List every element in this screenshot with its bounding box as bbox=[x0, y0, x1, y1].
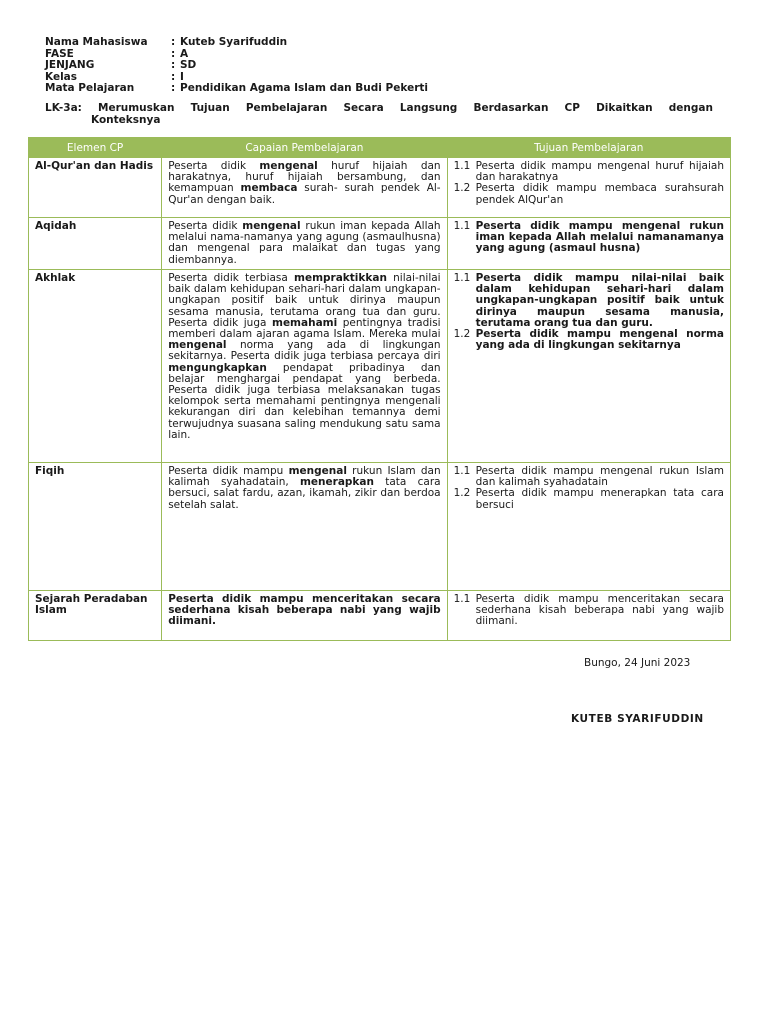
objective-item bbox=[454, 466, 724, 488]
capaian-cell: Peserta didik mengenal rukun iman kepada Allah melalui nama-namanya yang agung (asmaulhusna) dan mengenal para malaikat dan tugas yang diembannya. bbox=[162, 218, 447, 270]
task-title bbox=[45, 102, 713, 126]
objective-item bbox=[454, 221, 724, 255]
table-row bbox=[29, 463, 731, 591]
info-row bbox=[45, 83, 428, 95]
table-header-row bbox=[29, 138, 731, 158]
objective-text: Peserta didik mampu mengenal rukun iman kepada Allah melalui namanamanya yang agung (asmaul husna) bbox=[475, 220, 724, 255]
place-date: Bungo, 24 Juni 2023 bbox=[584, 657, 691, 669]
info-label: JENJANG bbox=[45, 59, 95, 72]
objective-item bbox=[454, 273, 724, 329]
elemen-cp-cell: Aqidah bbox=[29, 218, 162, 270]
task-title-word: Tujuan bbox=[190, 102, 230, 114]
table-row bbox=[29, 591, 731, 641]
tujuan-cell bbox=[447, 158, 730, 218]
learning-objectives-table bbox=[28, 137, 731, 641]
info-value: Kuteb Syarifuddin bbox=[180, 36, 288, 48]
info-separator: : bbox=[171, 59, 176, 72]
capaian-cell: Peserta didik mampu mengenal rukun Islam dan kalimah syahadatain, menerapkan tata cara bersuci, salat fardu, azan, ikamah, zikir dan berdoa setelah salat. bbox=[162, 463, 447, 591]
task-title-word: dengan bbox=[668, 102, 713, 114]
objective-number: 1.2 bbox=[453, 487, 471, 500]
signature-name: KUTEB SYARIFUDDIN bbox=[571, 713, 704, 725]
objective-number: 1.1 bbox=[453, 593, 471, 605]
table-row bbox=[29, 218, 731, 270]
info-value: I bbox=[180, 70, 184, 83]
objective-number: 1.1 bbox=[453, 220, 471, 232]
task-title-word: CP bbox=[564, 102, 580, 114]
objective-text: Peserta didik mampu menceritakan secara sederhana kisah beberapa nabi yang wajib diimani. bbox=[475, 593, 724, 628]
task-title-word: Pembelajaran bbox=[245, 102, 328, 114]
objective-number: 1.2 bbox=[453, 182, 471, 195]
capaian-cell: Peserta didik terbiasa mempraktikkan nilai-nilai baik dalam kehidupan sehari-hari dalam ungkapan-ungkapan positif baik untuk dirinya maupun sesama manusia, terutama orang tua dan guru. Peserta didik juga memahami pentingnya tradisi memberi dalam ajaran agama Islam. Mereka mulai mengenal norma yang ada di lingkungan sekitarnya. Peserta didik juga terbiasa percaya diri mengungkapkan pendapat pribadinya dan belajar menghargai pendapat yang berbeda. Peserta didik juga terbiasa melaksanakan tugas kelompok serta memahami pentingnya mengenali kekurangan diri dan kelebihan temannya demi terwujudnya suasana saling mendukung satu sama lain. bbox=[162, 270, 447, 463]
info-label: Nama Mahasiswa bbox=[45, 36, 148, 48]
info-row bbox=[45, 37, 428, 49]
info-value: Pendidikan Agama Islam dan Budi Pekerti bbox=[180, 82, 428, 95]
info-value: SD bbox=[180, 59, 197, 72]
task-title-word: Merumuskan bbox=[98, 102, 175, 114]
info-separator: : bbox=[171, 36, 176, 48]
info-separator: : bbox=[171, 82, 176, 95]
objective-text: Peserta didik mampu nilai-nilai baik dalam kehidupan sehari-hari dalam ungkapan-ungkapan positif baik untuk dirinya maupun sesama manusia, terutama orang tua dan guru. bbox=[475, 272, 724, 329]
objective-number: 1.1 bbox=[453, 465, 471, 477]
objective-number: 1.1 bbox=[453, 272, 471, 284]
elemen-cp-cell: Sejarah Peradaban Islam bbox=[29, 591, 162, 641]
objective-item bbox=[454, 488, 724, 510]
info-label: Mata Pelajaran bbox=[45, 82, 135, 95]
info-label: Kelas bbox=[45, 70, 78, 83]
objective-item bbox=[454, 329, 724, 351]
info-row bbox=[45, 60, 428, 72]
elemen-cp-cell: Fiqih bbox=[29, 463, 162, 591]
table-row bbox=[29, 158, 731, 218]
info-label: FASE bbox=[45, 47, 74, 60]
objective-text: Peserta didik mampu membaca surahsurah pendek AlQur'an bbox=[475, 182, 724, 206]
capaian-cell: Peserta didik mengenal huruf hijaiah dan harakatnya, huruf hijaiah bersambung, dan kemampuan membaca surah- surah pendek Al-Qur'an dengan baik. bbox=[162, 158, 447, 218]
header-elemen-cp: Elemen CP bbox=[29, 138, 162, 158]
objective-text: Peserta didik mampu mengenal huruf hijaiah dan harakatnya bbox=[475, 160, 724, 184]
objective-text: Peserta didik mampu mengenal rukun Islam dan kalimah syahadatain bbox=[475, 465, 724, 489]
objective-item bbox=[454, 161, 724, 183]
task-title-word: LK-3a: bbox=[45, 102, 82, 114]
task-title-word: Secara bbox=[343, 102, 384, 114]
task-title-word: Dikaitkan bbox=[596, 102, 653, 114]
header-tujuan: Tujuan Pembelajaran bbox=[447, 138, 730, 158]
info-separator: : bbox=[171, 47, 176, 60]
objective-item bbox=[454, 594, 724, 628]
tujuan-cell bbox=[447, 218, 730, 270]
capaian-cell: Peserta didik mampu menceritakan secara sederhana kisah beberapa nabi yang wajib diimani. bbox=[162, 591, 447, 641]
tujuan-cell bbox=[447, 463, 730, 591]
info-value: A bbox=[180, 47, 189, 60]
objective-item bbox=[454, 183, 724, 205]
objective-number: 1.1 bbox=[453, 160, 471, 172]
table-row bbox=[29, 270, 731, 463]
task-title-line2: Konteksnya bbox=[91, 114, 161, 126]
student-info bbox=[45, 37, 428, 95]
task-title-word: Berdasarkan bbox=[473, 102, 549, 114]
info-separator: : bbox=[171, 70, 176, 83]
header-capaian: Capaian Pembelajaran bbox=[162, 138, 447, 158]
task-title-word: Langsung bbox=[399, 102, 458, 114]
task-title-line1 bbox=[45, 102, 713, 114]
tujuan-cell bbox=[447, 270, 730, 463]
objective-number: 1.2 bbox=[453, 328, 471, 341]
elemen-cp-cell: Akhlak bbox=[29, 270, 162, 463]
objective-text: Peserta didik mampu menerapkan tata cara bersuci bbox=[475, 487, 724, 511]
tujuan-cell bbox=[447, 591, 730, 641]
info-row bbox=[45, 49, 428, 61]
objective-text: Peserta didik mampu mengenal norma yang ada di lingkungan sekitarnya bbox=[475, 328, 724, 352]
elemen-cp-cell: Al-Qur'an dan Hadis bbox=[29, 158, 162, 218]
